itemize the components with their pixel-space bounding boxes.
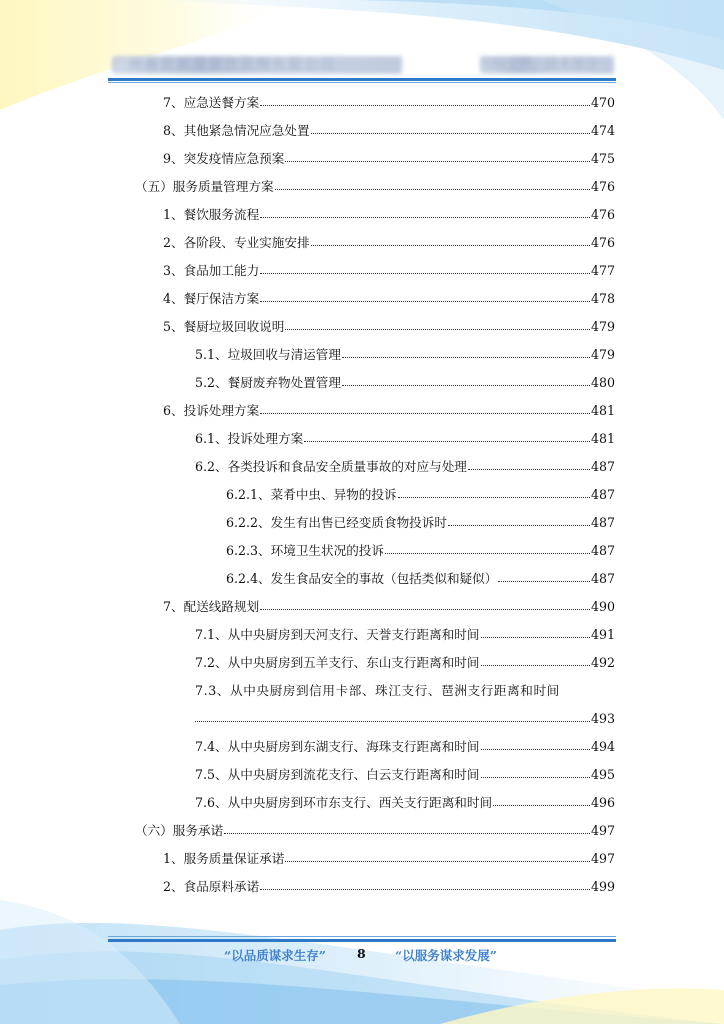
toc-entry[interactable]: 7、配送线路规划 490 bbox=[163, 599, 615, 614]
header-company-text: 广州鑫晋新增餐饮管理有限公司 bbox=[112, 57, 336, 73]
toc-entry[interactable]: 6.2.4、发生食品安全的事故（包括类似和疑似） 487 bbox=[226, 571, 615, 586]
toc-entry[interactable]: 5.1、垃圾回收与清运管理 479 bbox=[195, 347, 615, 362]
toc-entry[interactable]: 7.6、从中央厨房到环市东支行、西关支行距离和时间 496 bbox=[195, 795, 615, 810]
toc-entry[interactable]: 9、突发疫情应急预案 475 bbox=[163, 151, 615, 166]
header-rule bbox=[108, 78, 616, 81]
toc-entry[interactable]: 6.2、各类投诉和食品安全质量事故的对应与处理 487 bbox=[195, 459, 615, 474]
toc-entry[interactable]: 6.2.1、菜肴中虫、异物的投诉 487 bbox=[226, 487, 615, 502]
header-right-text: 投标文件，技术部分 bbox=[480, 57, 598, 72]
toc-entry[interactable]: 6.2.2、发生有出售已经变质食物投诉时 487 bbox=[226, 515, 615, 530]
toc-entry[interactable]: 2、食品原料承诺 499 bbox=[163, 879, 615, 894]
toc-entry[interactable]: 3、食品加工能力 477 bbox=[163, 263, 615, 278]
toc-entry[interactable]: 7.4、从中央厨房到东湖支行、海珠支行距离和时间 494 bbox=[195, 739, 615, 754]
toc-entry[interactable]: 7.2、从中央厨房到五羊支行、东山支行距离和时间 492 bbox=[195, 655, 615, 670]
toc-entry[interactable]: 2、各阶段、专业实施安排 476 bbox=[163, 235, 615, 250]
toc-entry[interactable]: 7、应急送餐方案 470 bbox=[163, 95, 615, 110]
page-footer bbox=[0, 944, 724, 964]
footer-rule-thin bbox=[108, 936, 616, 937]
header-rule-thin bbox=[108, 82, 616, 83]
toc-entry[interactable]: （六）服务承诺 497 bbox=[135, 823, 615, 838]
toc-entry[interactable]: 1、服务质量保证承诺 497 bbox=[163, 851, 615, 866]
toc-entry-wrapped-continuation[interactable]: 493 bbox=[195, 711, 615, 727]
toc-entry[interactable]: 1、餐饮服务流程 476 bbox=[163, 207, 615, 222]
toc-entry[interactable]: 6、投诉处理方案 481 bbox=[163, 403, 615, 418]
footer-slogan-right: “以服务谋求发展” bbox=[395, 948, 497, 963]
toc-entry[interactable]: 8、其他紧急情况应急处置 474 bbox=[163, 123, 615, 138]
toc-entry[interactable]: 7.1、从中央厨房到天河支行、天誉支行距离和时间 491 bbox=[195, 627, 615, 642]
footer-slogan-left: “以品质谋求生存” bbox=[224, 948, 326, 963]
toc-entry[interactable]: （五）服务质量管理方案 476 bbox=[135, 179, 615, 194]
footer-rule bbox=[108, 939, 616, 942]
toc-entry[interactable]: 5、餐厨垃圾回收说明 479 bbox=[163, 319, 615, 334]
page-number: 8 bbox=[357, 946, 366, 961]
toc-entry[interactable]: 6.2.3、环境卫生状况的投诉 487 bbox=[226, 543, 615, 558]
toc-entry[interactable]: 7.5、从中央厨房到流花支行、白云支行距离和时间 495 bbox=[195, 767, 615, 782]
toc-entry[interactable]: 4、餐厅保洁方案 478 bbox=[163, 291, 615, 306]
toc-entry-wrapped[interactable]: 7.3、从中央厨房到信用卡部、珠江支行、琶洲支行距离和时间 bbox=[195, 683, 560, 698]
toc-entry[interactable]: 5.2、餐厨废弃物处置管理 480 bbox=[195, 375, 615, 390]
toc-entry[interactable]: 6.1、投诉处理方案 481 bbox=[195, 431, 615, 446]
